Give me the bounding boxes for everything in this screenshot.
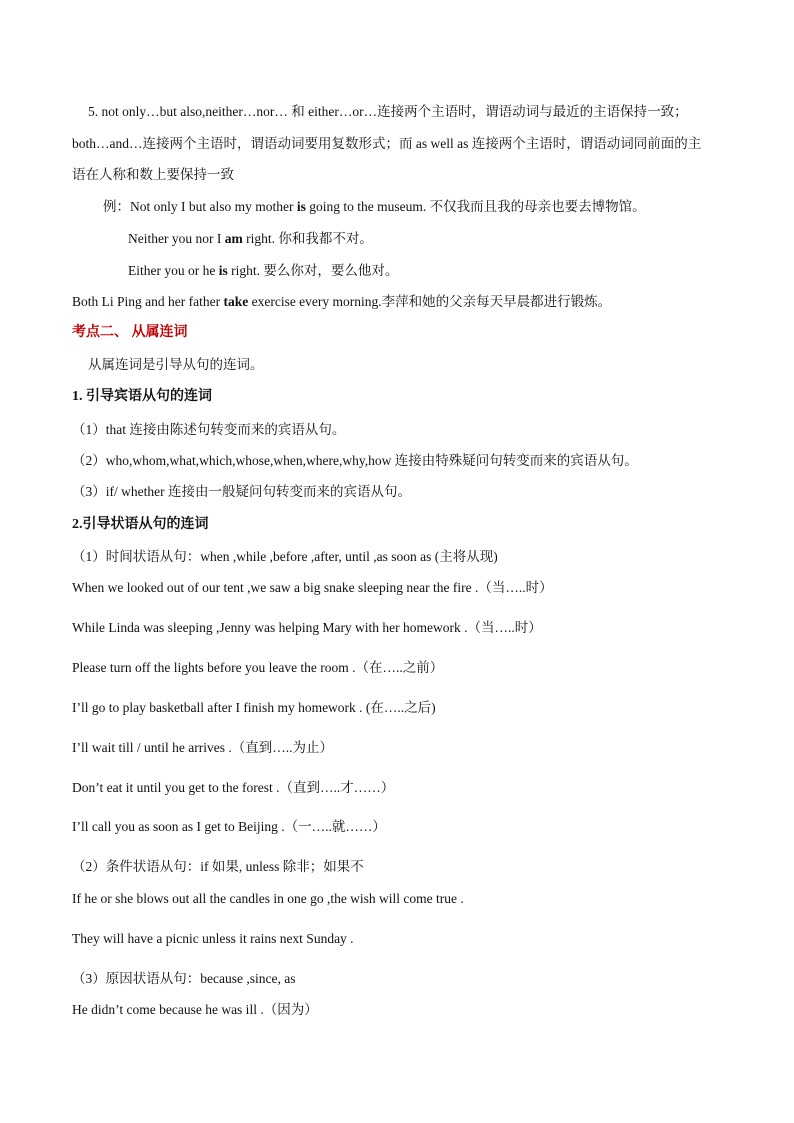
section-intro: 从属连词是引导从句的连词。 — [88, 357, 264, 372]
example-4-verb: take — [223, 294, 249, 309]
reason-clause-heading: （3）原因状语从句：because ,since, as — [72, 971, 296, 986]
example-3: Either you or he is right. 要么你对，要么他对。 — [128, 263, 399, 278]
time-example-6: Don’t eat it until you get to the forest .（直到…..才……） — [72, 780, 395, 795]
object-clause-item-3: （3）if/ whether 连接由一般疑问句转变而来的宾语从句。 — [72, 484, 411, 499]
object-clause-item-2: （2）who,whom,what,which,whose,when,where,why,how 连接由特殊疑问句转变而来的宾语从句。 — [72, 453, 638, 468]
time-example-7: I’ll call you as soon as I get to Beijing .（一…..就……） — [72, 819, 386, 834]
time-example-3: Please turn off the lights before you leave the room .（在…..之前） — [72, 660, 444, 675]
time-example-1: When we looked out of our tent ,we saw a big snake sleeping near the fire .（当…..时） — [72, 580, 553, 595]
example-2-verb: am — [224, 231, 243, 246]
example-label: 例： — [103, 199, 130, 214]
time-clause-heading: （1）时间状语从句：when ,while ,before ,after, until ,as soon as (主将从现) — [72, 549, 498, 564]
condition-example-1: If he or she blows out all the candles in one go ,the wish will come true . — [72, 891, 464, 906]
time-example-2: While Linda was sleeping ,Jenny was helping Mary with her homework .（当…..时） — [72, 620, 542, 635]
rule5-line3: 语在人称和数上要保持一致 — [72, 167, 234, 182]
example-1-verb: is — [296, 199, 306, 214]
object-clause-item-1: （1）that 连接由陈述句转变而来的宾语从句。 — [72, 422, 346, 437]
time-example-5: I’ll wait till / until he arrives .（直到…..为止） — [72, 740, 333, 755]
condition-clause-heading: （2）条件状语从句：if 如果, unless 除非；如果不 — [72, 859, 364, 874]
condition-example-2: They will have a picnic unless it rains next Sunday . — [72, 931, 354, 946]
example-4: Both Li Ping and her father take exercise every morning.李萍和她的父亲每天早晨都进行锻炼。 — [72, 294, 612, 309]
example-1: 例：Not only I but also my mother is going to the museum. 不仅我而且我的母亲也要去博物馆。 — [103, 199, 646, 214]
example-2: Neither you nor I am right. 你和我都不对。 — [128, 231, 373, 246]
reason-example-1: He didn’t come because he was ill .（因为） — [72, 1002, 318, 1017]
example-3-verb: is — [218, 263, 228, 278]
time-example-4: I’ll go to play basketball after I finish my homework . (在…..之后) — [72, 700, 436, 715]
adverbial-clause-heading: 2.引导状语从句的连词 — [72, 517, 209, 532]
rule5-line1: 5. not only…but also,neither…nor… 和 either…or…连接两个主语时，谓语动词与最近的主语保持一致； — [88, 104, 688, 119]
rule5-line2: both…and…连接两个主语时，谓语动词要用复数形式；而 as well as 连接两个主语时，谓语动词同前面的主 — [72, 136, 702, 151]
section-heading: 考点二、 从属连词 — [72, 325, 188, 340]
object-clause-heading: 1. 引导宾语从句的连词 — [72, 389, 212, 404]
